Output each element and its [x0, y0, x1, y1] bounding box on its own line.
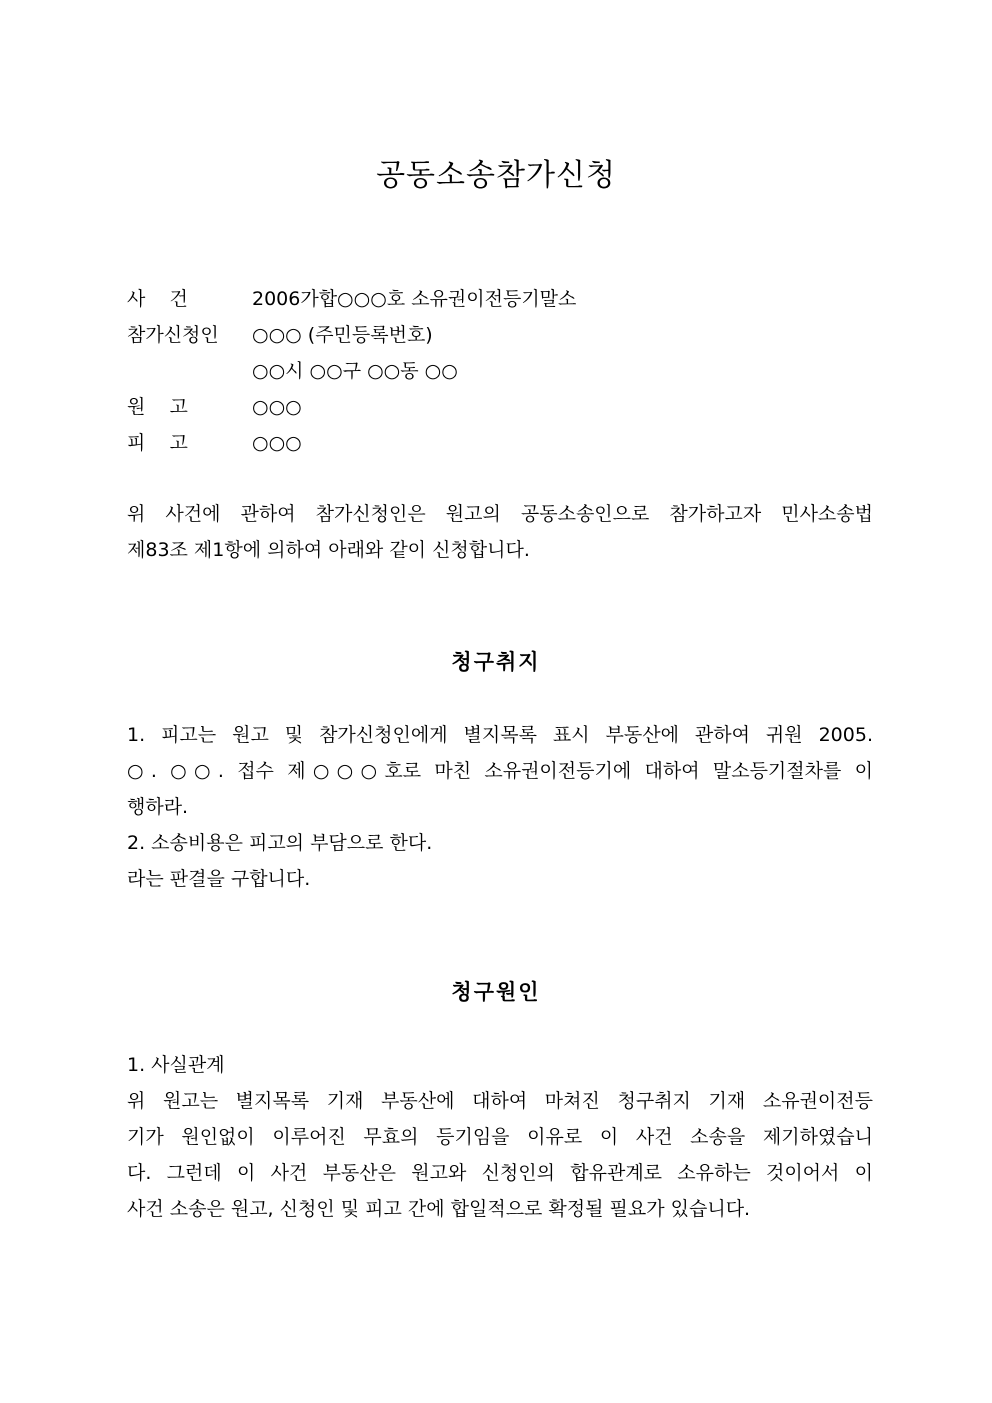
claim-cause-line: 다. 그런데 이 사건 부동산은 원고와 신청인의 합유관계로 소유하는 것이어서 이	[127, 1162, 873, 1184]
party-row-case	[127, 281, 877, 317]
party-label: 피 고	[127, 432, 188, 454]
party-label: 사 건	[127, 288, 188, 310]
party-value: ○○시 ○○구 ○○동 ○○	[252, 360, 458, 382]
claim-cause-subheading: 1. 사실관계	[127, 1054, 225, 1076]
intro-line: 제83조 제1항에 의하여 아래와 같이 신청합니다.	[127, 539, 530, 561]
claim-cause-line: 사건 소송은 원고, 신청인 및 피고 간에 합일적으로 확정될 필요가 있습니다.	[127, 1198, 751, 1220]
claim-purpose-line: 2. 소송비용은 피고의 부담으로 한다.	[127, 832, 433, 854]
parties-block	[127, 281, 877, 461]
party-value: 2006가합○○○호 소유권이전등기말소	[252, 288, 577, 310]
claim-cause-line: 위 원고는 별지목록 기재 부동산에 대하여 마쳐진 청구취지 기재 소유권이전등	[127, 1090, 873, 1112]
claim-purpose-line: 1. 피고는 원고 및 참가신청인에게 별지목록 표시 부동산에 관하여 귀원 2005.	[127, 724, 873, 746]
party-value: ○○○	[252, 396, 302, 418]
party-row-applicant-address	[127, 353, 877, 389]
claim-purpose-closing: 라는 판결을 구합니다.	[127, 868, 311, 890]
party-value: ○○○ (주민등록번호)	[252, 324, 433, 346]
party-label	[127, 353, 252, 389]
party-label: 원 고	[127, 396, 188, 418]
party-value: ○○○	[252, 432, 302, 454]
claim-purpose-body	[127, 717, 873, 897]
party-row-applicant	[127, 317, 877, 353]
claim-cause-heading: 청구원인	[451, 980, 541, 1004]
claim-purpose-line: 행하라.	[127, 796, 189, 818]
intro-paragraph	[127, 496, 873, 568]
party-row-plaintiff	[127, 389, 877, 425]
party-label: 참가신청인	[127, 324, 219, 346]
intro-line: 위 사건에 관하여 참가신청인은 원고의 공동소송인으로 참가하고자 민사소송법	[127, 503, 873, 525]
claim-cause-body	[127, 1047, 873, 1227]
party-row-defendant	[127, 425, 877, 461]
document-title: 공동소송참가신청	[376, 158, 616, 193]
claim-purpose-heading: 청구취지	[451, 650, 541, 674]
claim-purpose-line: ○. ○○. 접수 제○○○호로 마친 소유권이전등기에 대하여 말소등기절차를 이	[127, 760, 873, 782]
claim-cause-line: 기가 원인없이 이루어진 무효의 등기임을 이유로 이 사건 소송을 제기하였습니	[127, 1126, 873, 1148]
